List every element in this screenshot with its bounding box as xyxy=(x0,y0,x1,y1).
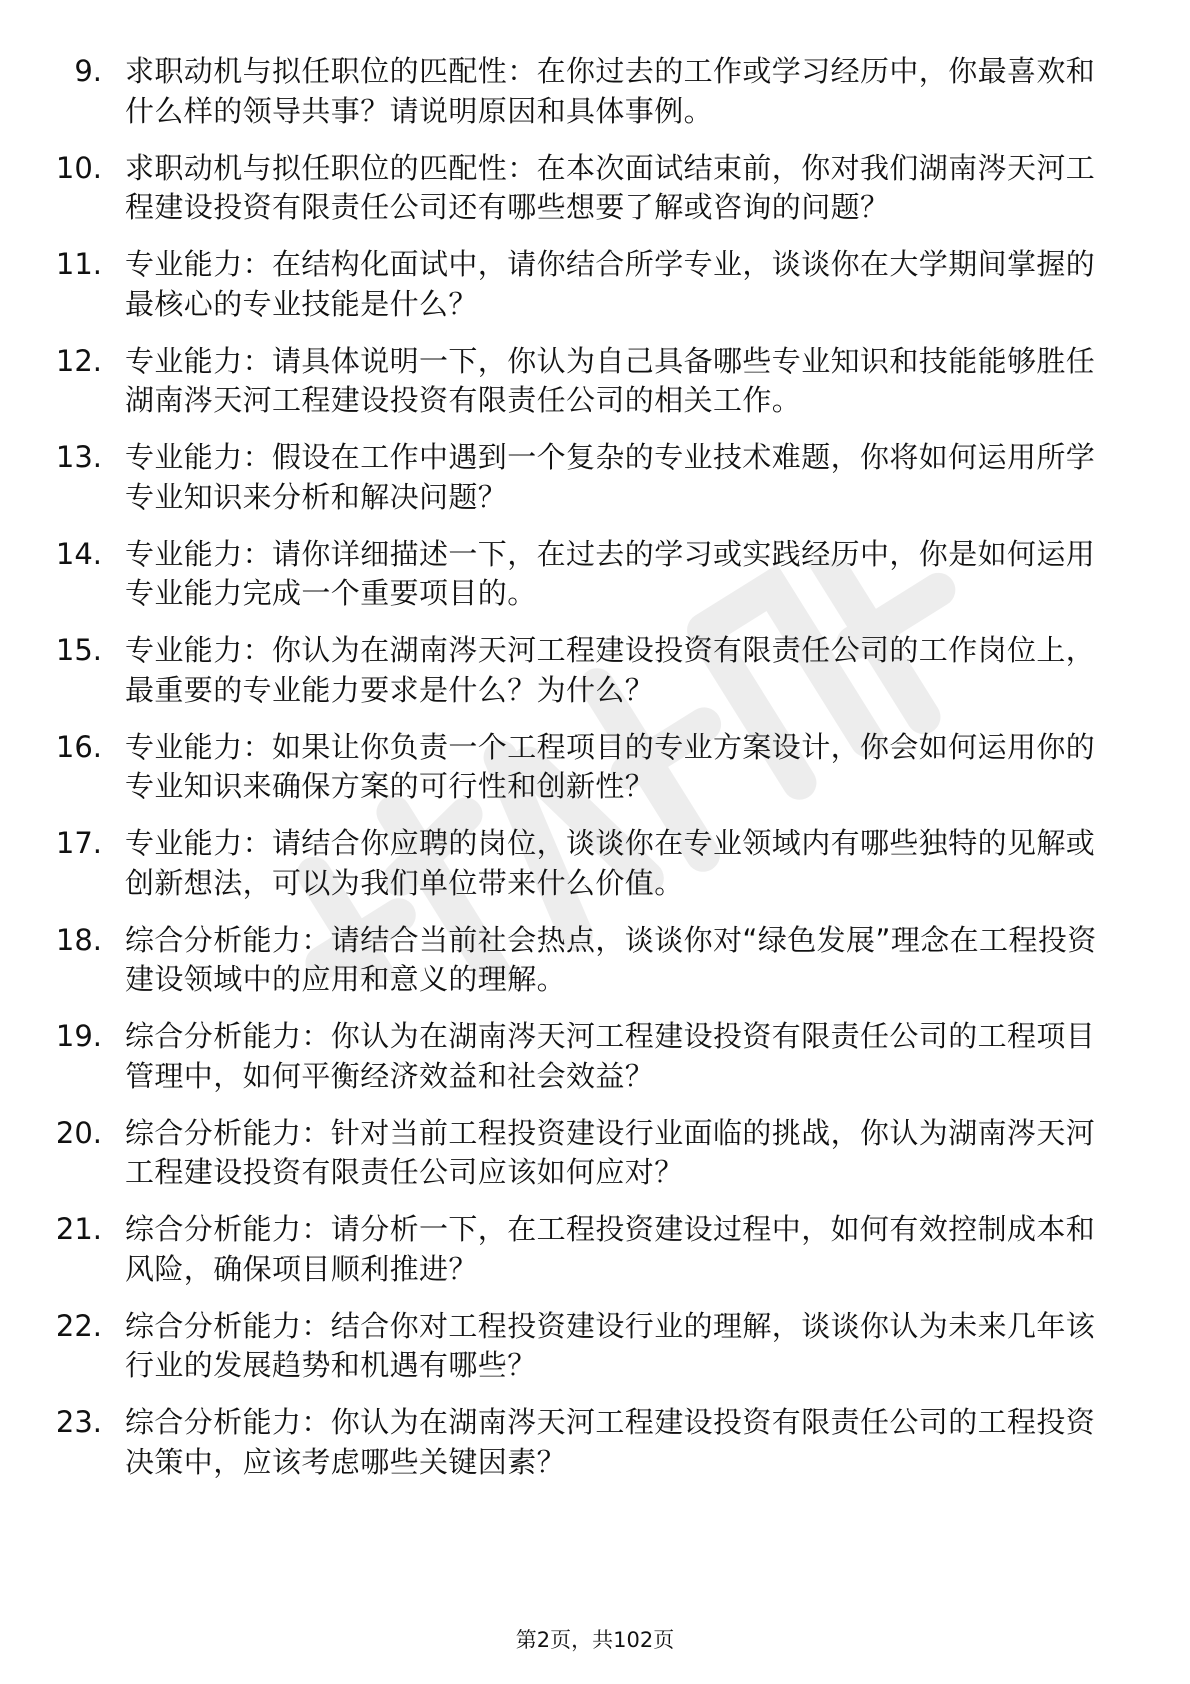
question-item xyxy=(0,149,1190,228)
question-item xyxy=(0,1403,1190,1482)
question-item xyxy=(0,1114,1190,1193)
question-text: 综合分析能力：请分析一下，在工程投资建设过程中，如何有效控制成本和风险，确保项目顺利推进？ xyxy=(125,1212,1096,1286)
question-text: 专业能力：你认为在湖南涔天河工程建设投资有限责任公司的工作岗位上，最重要的专业能力要求是什么？为什么？ xyxy=(125,633,1096,707)
question-number: 20. xyxy=(55,1115,102,1150)
question-item xyxy=(0,342,1190,421)
question-item xyxy=(0,921,1190,1000)
question-item xyxy=(0,438,1190,517)
question-text: 专业能力：假设在工作中遇到一个复杂的专业技术难题，你将如何运用所学专业知识来分析和解决问题？ xyxy=(125,440,1096,514)
question-number: 10. xyxy=(55,150,102,185)
question-text: 综合分析能力：结合你对工程投资建设行业的理解，谈谈你认为未来几年该行业的发展趋势和机遇有哪些？ xyxy=(125,1308,1096,1382)
question-number: 19. xyxy=(55,1019,102,1053)
question-number: 23. xyxy=(55,1405,102,1439)
question-text: 综合分析能力：你认为在湖南涔天河工程建设投资有限责任公司的工程项目管理中，如何平衡经济效益和社会效益？ xyxy=(125,1019,1096,1093)
question-number: 17. xyxy=(55,826,102,860)
question-text: 专业能力：在结构化面试中，请你结合所学专业，谈谈你在大学期间掌握的最核心的专业技能是什么？ xyxy=(125,247,1096,321)
question-text: 综合分析能力：你认为在湖南涔天河工程建设投资有限责任公司的工程投资决策中，应该考虑哪些关键因素？ xyxy=(125,1405,1096,1479)
question-item xyxy=(0,631,1190,710)
question-text: 专业能力：请结合你应聘的岗位，谈谈你在专业领域内有哪些独特的见解或创新想法，可以为我们单位带来什么价值。 xyxy=(125,826,1096,900)
question-item xyxy=(0,1017,1190,1096)
question-text: 求职动机与拟任职位的匹配性：在你过去的工作或学习经历中，你最喜欢和什么样的领导共事？请说明原因和具体事例。 xyxy=(125,54,1096,128)
question-number: 12. xyxy=(55,343,102,378)
question-item xyxy=(0,824,1190,903)
question-item xyxy=(0,728,1190,807)
question-number: 9. xyxy=(74,54,102,88)
question-text: 专业能力：请你详细描述一下，在过去的学习或实践经历中，你是如何运用专业能力完成一个重要项目的。 xyxy=(125,536,1096,610)
question-text: 专业能力：请具体说明一下，你认为自己具备哪些专业知识和技能能够胜任湖南涔天河工程建设投资有限责任公司的相关工作。 xyxy=(125,343,1096,417)
question-number: 22. xyxy=(55,1308,102,1343)
question-item xyxy=(0,245,1190,324)
question-text: 求职动机与拟任职位的匹配性：在本次面试结束前，你对我们湖南涔天河工程建设投资有限责任公司还有哪些想要了解或咨询的问题？ xyxy=(125,150,1096,224)
question-item xyxy=(0,535,1190,614)
question-number: 16. xyxy=(55,729,102,764)
question-number: 13. xyxy=(55,440,102,474)
question-number: 21. xyxy=(55,1212,102,1246)
question-list xyxy=(0,52,1190,1500)
question-item xyxy=(0,1210,1190,1289)
page-footer: 第2页，共102页 xyxy=(515,1628,675,1652)
question-text: 综合分析能力：请结合当前社会热点，谈谈你对“绿色发展”理念在工程投资建设领域中的应用和意义的理解。 xyxy=(125,922,1097,996)
question-item xyxy=(0,1307,1190,1386)
question-number: 14. xyxy=(55,536,102,571)
question-number: 11. xyxy=(55,247,102,281)
question-number: 15. xyxy=(55,633,102,667)
question-number: 18. xyxy=(55,922,102,957)
question-text: 综合分析能力：针对当前工程投资建设行业面临的挑战，你认为湖南涔天河工程建设投资有限责任公司应该如何应对？ xyxy=(125,1115,1096,1189)
question-item xyxy=(0,52,1190,131)
question-text: 专业能力：如果让你负责一个工程项目的专业方案设计，你会如何运用你的专业知识来确保方案的可行性和创新性？ xyxy=(125,729,1096,803)
